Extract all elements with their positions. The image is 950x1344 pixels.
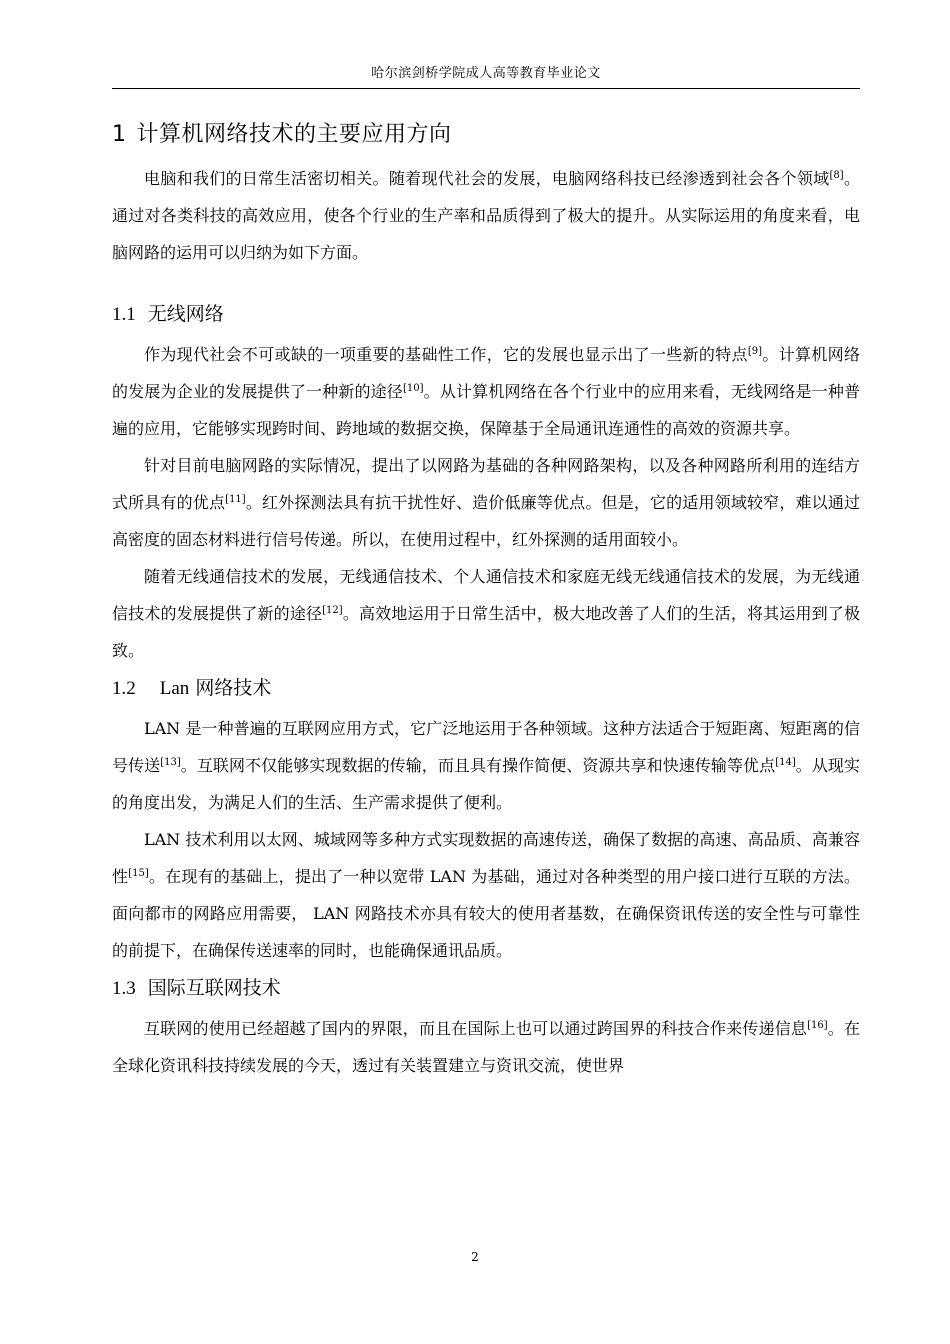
header-rule	[112, 88, 860, 89]
section-title: 网络技术	[195, 677, 272, 699]
running-header: 哈尔滨剑桥学院成人高等教育毕业论文	[371, 66, 601, 81]
section-title: 无线网络	[147, 303, 224, 325]
section-title: 国际互联网技术	[147, 977, 281, 999]
section-number: 1.3	[112, 978, 136, 999]
section-1-1-heading	[112, 299, 860, 330]
paragraph: LAN 技术利用以太网、城域网等多种方式实现数据的高速传送，确保了数据的高速、高品质、高兼容性[15]。在现有的基础上，提出了一种以宽带 LAN 为基础，通过对各种类型的用户接口进行互联的方法。面向都市的网路应用需要， LAN 网路技术亦具有较大的使用者基数，在确保资讯传送的安全性与可靠性的前提下，在确保传送速率的同时，也能确保通讯品质。	[112, 830, 860, 960]
section-1-2-heading	[112, 673, 860, 704]
citation[interactable]: [11]	[225, 494, 246, 505]
citation[interactable]: [16]	[807, 1020, 828, 1031]
section-title: 计算机网络技术的主要应用方向	[136, 122, 452, 147]
section-number: 1.2	[112, 678, 136, 699]
paragraph: 作为现代社会不可或缺的一项重要的基础性工作，它的发展也显示出了一些新的特点[9]。计算机网络的发展为企业的发展提供了一种新的途径[10]。从计算机网络在各个行业中的应用来看，无线网络是一种普遍的应用，它能够实现跨时间、跨地域的数据交换，保障基于全局通讯连通性的高效的资源共享。	[112, 345, 860, 438]
section-number: 1.1	[112, 304, 136, 325]
section-1-heading	[112, 118, 860, 152]
citation[interactable]: [10]	[402, 383, 424, 394]
paragraph: LAN 是一种普遍的互联网应用方式，它广泛地运用于各种领域。这种方法适合于短距离、短距离的信号传送[13]。互联网不仅能够实现数据的传输，而且具有操作简便、资源共享和快速传输等优点[14]。从现实的角度出发，为满足人们的生活、生产需求提供了便利。	[112, 719, 860, 812]
page-body	[112, 118, 860, 1084]
page-number: 2	[471, 1250, 479, 1264]
citation[interactable]: [8]	[829, 170, 844, 181]
paragraph: 互联网的使用已经超越了国内的界限，而且在国际上也可以通过跨国界的科技合作来传递信息[16]。在全球化资讯科技持续发展的今天，透过有关装置建立与资讯交流，使世界	[112, 1019, 860, 1075]
paragraph: 随着无线通信技术的发展，无线通信技术、个人通信技术和家庭无线无线通信技术的发展，为无线通信技术的发展提供了新的途径[12]。高效地运用于日常生活中，极大地改善了人们的生活，将其运用到了极致。	[112, 567, 860, 660]
section-1-3-heading	[112, 973, 860, 1004]
section-title-latin: Lan	[159, 678, 190, 699]
citation[interactable]: [9]	[747, 346, 763, 357]
paragraph: 电脑和我们的日常生活密切相关。随着现代社会的发展，电脑网络科技已经渗透到社会各个领域[8]。通过对各类科技的高效应用，使各个行业的生产率和品质得到了极大的提升。从实际运用的角度来看，电脑网路的运用可以归纳为如下方面。	[112, 169, 860, 262]
citation[interactable]: [12]	[322, 605, 343, 616]
paragraph: 针对目前电脑网路的实际情况，提出了以网路为基础的各种网路架构，以及各种网路所利用的连结方式所具有的优点[11]。红外探测法具有抗干扰性好、造价低廉等优点。但是，它的适用领域较窄，难以通过高密度的固态材料进行信号传递。所以，在使用过程中，红外探测的适用面较小。	[112, 456, 860, 549]
citation[interactable]: [14]	[775, 757, 796, 768]
citation[interactable]: [13]	[160, 757, 181, 768]
citation[interactable]: [15]	[128, 868, 149, 879]
section-number: 1	[112, 122, 127, 147]
